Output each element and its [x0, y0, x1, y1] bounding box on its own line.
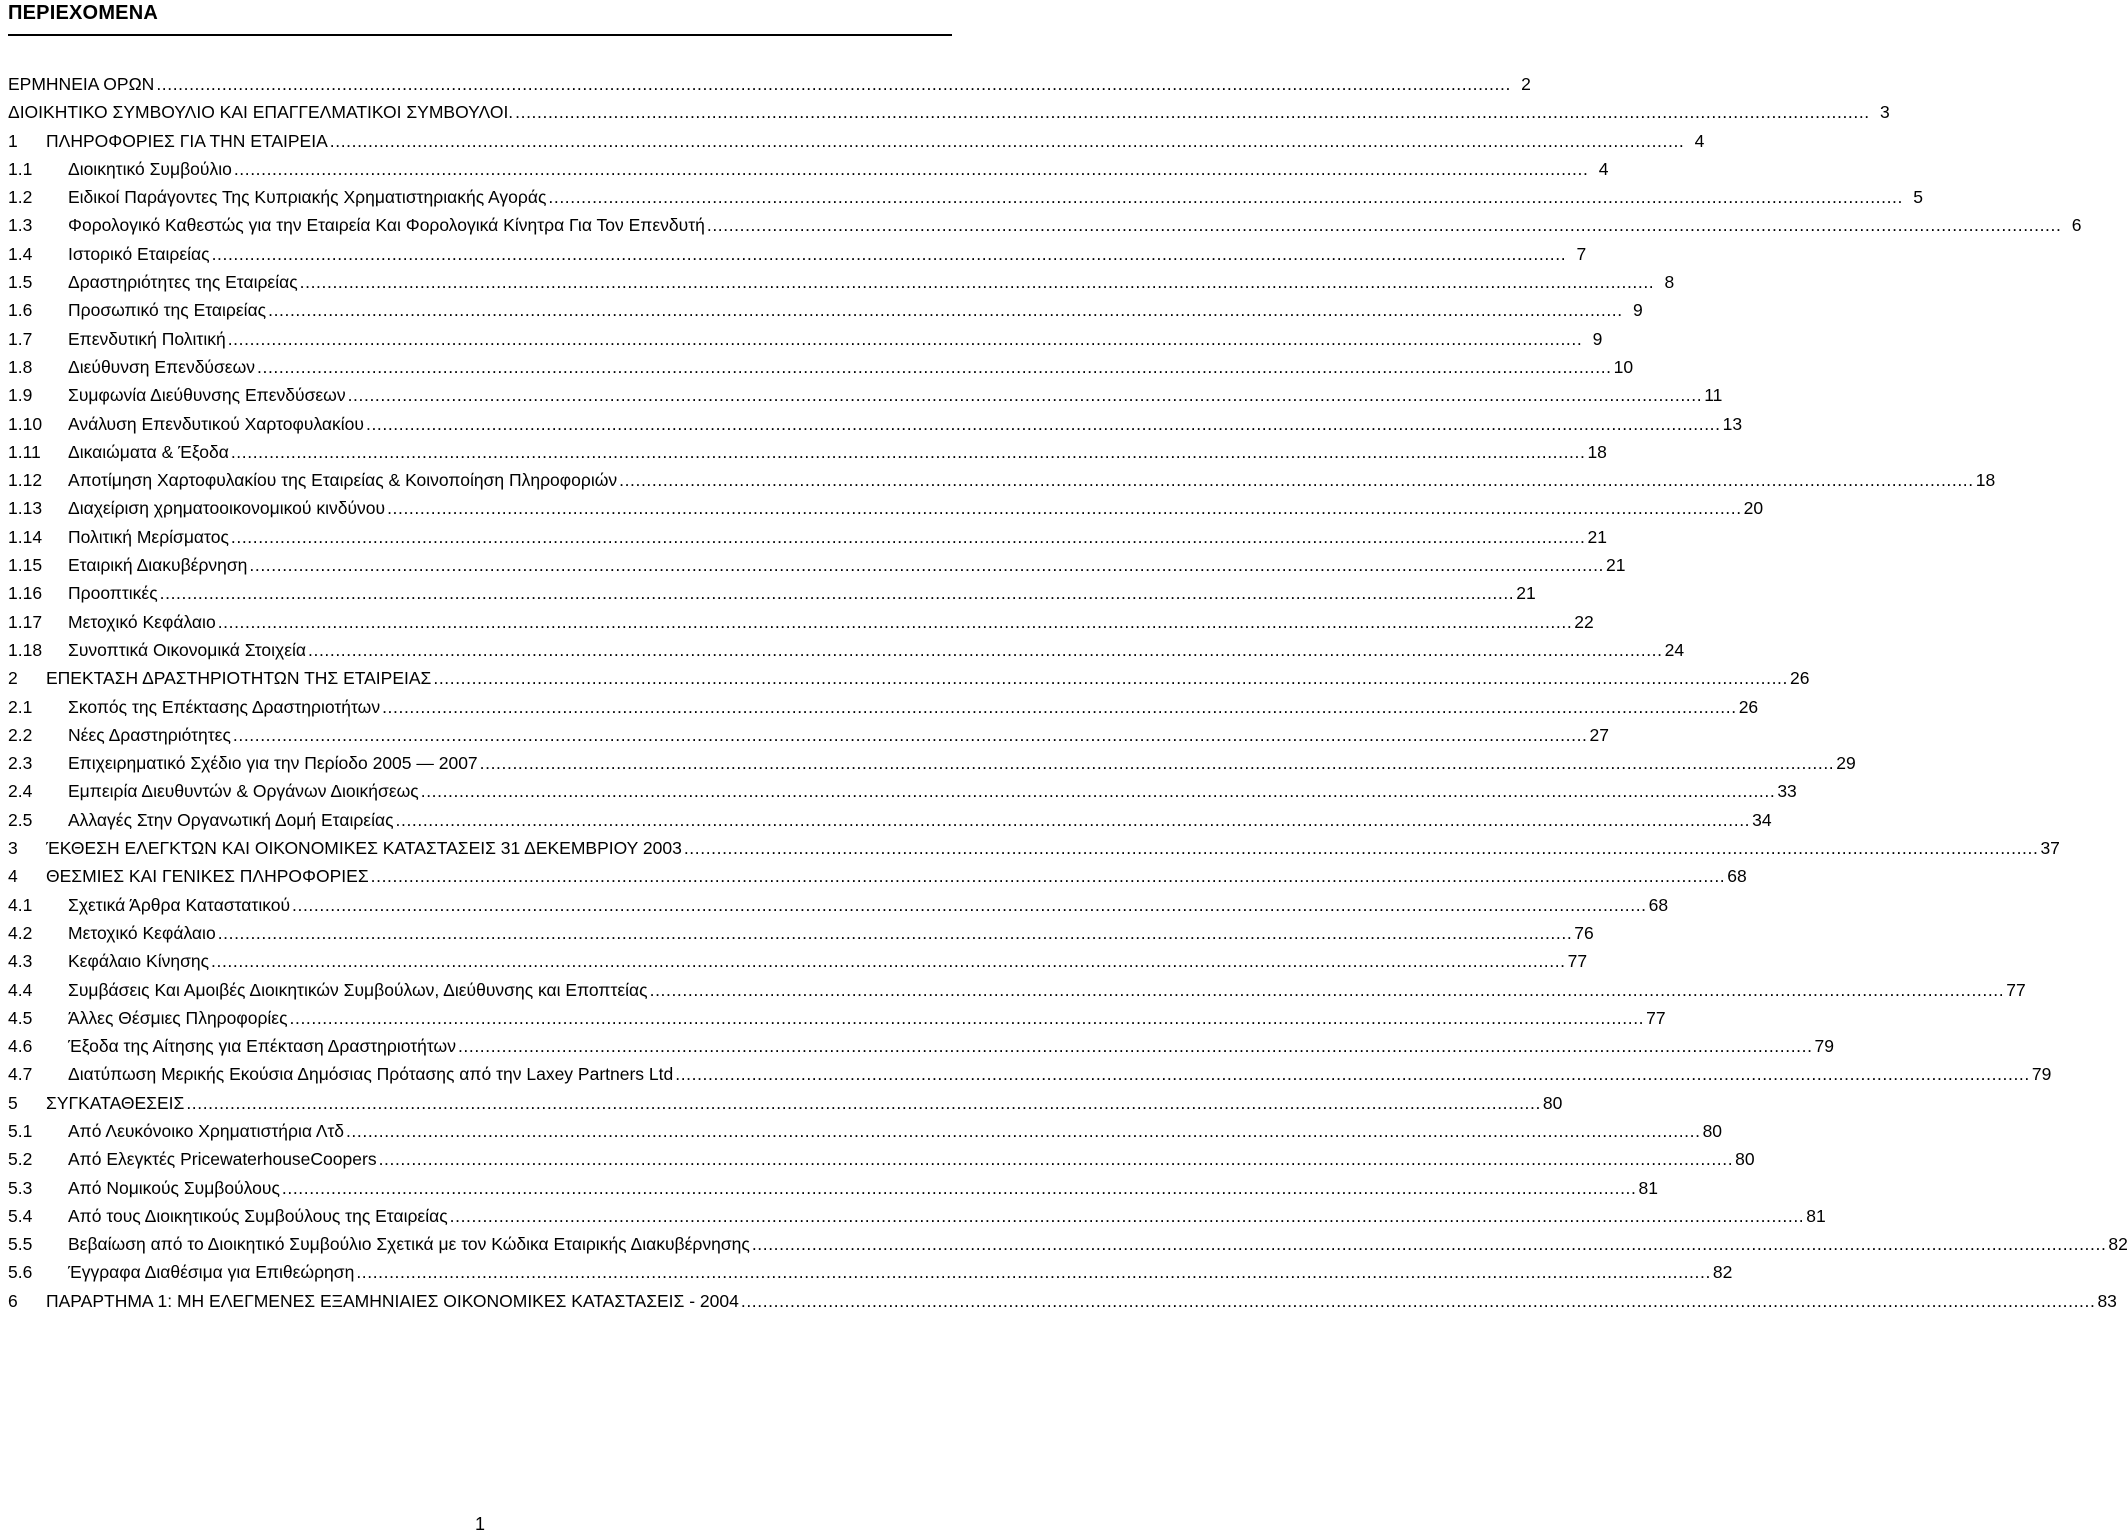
- toc-entry-number: 1.3: [8, 215, 33, 236]
- toc-entry-number: 4.6: [8, 1036, 33, 1057]
- toc-entry-page: 24: [1664, 639, 1685, 660]
- toc-entry-number: 1.16: [8, 583, 43, 604]
- toc-entry-title: Εταιρική Διακυβέρνηση: [68, 555, 248, 576]
- toc-entry-title: Νέες Δραστηριότητες: [68, 724, 231, 745]
- toc-entry-page: 4: [1694, 130, 1705, 151]
- toc-entry-number: 4.7: [8, 1064, 33, 1085]
- toc-entry-title: Από Λευκόνοικο Χρηματιστήρια Λτδ: [68, 1120, 344, 1141]
- toc-entry-page: 18: [1587, 441, 1607, 462]
- toc-entry[interactable]: [8, 158, 1609, 186]
- toc-entry-page: 26: [1738, 696, 1759, 717]
- toc-entry[interactable]: [8, 243, 1587, 271]
- title-underline: [8, 34, 952, 36]
- toc-entry-number: 5.3: [8, 1177, 33, 1198]
- toc-entry[interactable]: [8, 497, 1764, 525]
- toc-entry-page: 21: [1587, 526, 1607, 547]
- dot-leader: [458, 1035, 1813, 1057]
- toc-entry-title: Δραστηριότητες της Εταιρείας: [68, 272, 298, 293]
- toc-entry-number: 1.15: [8, 555, 43, 576]
- toc-entry-title: Από Νομικούς Συμβούλους: [68, 1177, 280, 1198]
- toc-entry[interactable]: [8, 1261, 1733, 1289]
- toc-entry[interactable]: [8, 130, 1705, 158]
- toc-entry-page: 82: [1712, 1262, 1733, 1283]
- toc-entry-number: 4: [8, 866, 18, 887]
- dot-leader: [433, 667, 1788, 689]
- dot-leader: [515, 101, 1870, 123]
- toc-entry-title: ΕΡΜΗΝΕΙΑ ΟΡΩΝ: [8, 74, 155, 94]
- toc-entry[interactable]: [8, 328, 1603, 356]
- dot-leader: [382, 696, 1737, 718]
- toc-entry-title: Εμπειρία Διευθυντών & Οργάνων Διοικήσεως: [68, 781, 419, 802]
- toc-entry-title: Μετοχικό Κεφάλαιο: [68, 922, 216, 943]
- dot-leader: [290, 1007, 1645, 1029]
- dot-leader: [752, 1233, 2107, 1255]
- toc-entry-page: 81: [1638, 1177, 1658, 1198]
- toc-entry-number: 5: [8, 1092, 18, 1113]
- toc-entry-page: 20: [1743, 498, 1764, 519]
- toc-entry-title: Έξοδα της Αίτησης για Επέκταση Δραστηριοτήτων: [68, 1036, 456, 1057]
- toc-entry-number: 5.5: [8, 1234, 33, 1255]
- dot-leader: [387, 497, 1742, 519]
- toc-entry-page: 6: [2071, 215, 2082, 236]
- toc-entry-number: 1.18: [8, 639, 43, 660]
- dot-leader: [268, 299, 1623, 321]
- toc-entry-number: 1.14: [8, 526, 43, 547]
- toc-entry-number: 1.17: [8, 611, 43, 632]
- toc-entry-title: ΕΠΕΚΤΑΣΗ ΔΡΑΣΤΗΡΙΟΤΗΤΩΝ ΤΗΣ ΕΤΑΙΡΕΙΑΣ: [46, 668, 432, 689]
- toc-entry-title: Συνοπτικά Οικονομικά Στοιχεία: [68, 639, 307, 660]
- toc-entry[interactable]: [8, 922, 1594, 950]
- dot-leader: [348, 384, 1703, 406]
- toc-entry-page: 21: [1516, 583, 1536, 604]
- toc-entry-number: 1.12: [8, 470, 43, 491]
- toc-entry-number: 1.4: [8, 243, 33, 264]
- toc-entry-number: 2.1: [8, 696, 33, 717]
- dot-leader: [356, 1261, 1711, 1283]
- toc-entry-title: ΘΕΣΜΙΕΣ ΚΑΙ ΓΕΝΙΚΕΣ ΠΛΗΡΟΦΟΡΙΕΣ: [46, 866, 369, 887]
- toc-entry[interactable]: [8, 441, 1607, 469]
- dot-leader: [366, 413, 1721, 435]
- toc-entry-number: 1.8: [8, 356, 33, 377]
- toc-entry-page: 68: [1727, 866, 1747, 887]
- toc-entry-title: ΈΚΘΕΣΗ ΕΛΕΓΚΤΩΝ ΚΑΙ ΟΙΚΟΝΟΜΙΚΕΣ ΚΑΤΑΣΤΑΣΕΙΣ 31 ΔΕΚΕΜΒΡΙΟΥ 2003: [46, 838, 682, 859]
- toc-entry-page: 82: [2108, 1234, 2128, 1255]
- toc-entry[interactable]: [8, 101, 1890, 129]
- toc-entry[interactable]: [8, 696, 1759, 724]
- toc-entry-number: 1.5: [8, 272, 33, 293]
- dot-leader: [650, 979, 2005, 1001]
- toc-entry-title: Από τους Διοικητικούς Συμβούλους της Εταιρείας: [68, 1205, 448, 1226]
- dot-leader: [234, 158, 1589, 180]
- toc-entry-title: Αποτίμηση Χαρτοφυλακίου της Εταιρείας & Κοινοποίηση Πληροφοριών: [68, 470, 618, 491]
- dot-leader: [233, 724, 1588, 746]
- dot-leader: [228, 328, 1583, 350]
- page-number: 1: [474, 1514, 485, 1534]
- dot-leader: [231, 526, 1586, 548]
- toc-entry-page: 21: [1606, 555, 1626, 576]
- toc-entry-page: 81: [1806, 1205, 1826, 1226]
- toc-entry-number: 2.2: [8, 724, 33, 745]
- toc-entry-title: Προοπτικές: [68, 583, 158, 604]
- toc-entry-title: Έγγραφα Διαθέσιμα για Επιθεώρηση: [68, 1262, 355, 1283]
- toc-entry-number: 1.1: [8, 158, 33, 179]
- toc-entry-number: 2.5: [8, 809, 33, 830]
- toc-entry-number: 1.9: [8, 385, 33, 406]
- dot-leader: [421, 780, 1776, 802]
- toc-entry-title: Δικαιώματα & Έξοδα: [68, 441, 229, 462]
- toc-entry-title: Κεφάλαιο Κίνησης: [68, 951, 210, 972]
- toc-entry[interactable]: [8, 413, 1743, 441]
- toc-entry-number: 1.7: [8, 328, 33, 349]
- toc-entry-number: 4.4: [8, 979, 33, 1000]
- toc-entry[interactable]: [8, 1233, 2128, 1261]
- toc-entry-page: 83: [2097, 1290, 2117, 1311]
- dot-leader: [619, 469, 1974, 491]
- toc-entry-number: 1: [8, 130, 18, 151]
- toc-entry[interactable]: [8, 979, 2026, 1007]
- toc-entry-title: ΠΑΡΑΡΤΗΜΑ 1: ΜΗ ΕΛΕΓΜΕΝΕΣ ΕΞΑΜΗΝΙΑΙΕΣ ΟΙΚΟΝΟΜΙΚΕΣ ΚΑΤΑΣΤΑΣΕΙΣ - 2004: [46, 1290, 739, 1311]
- dot-leader: [231, 441, 1586, 463]
- toc-entry-page: 3: [1880, 102, 1890, 123]
- toc-entry[interactable]: [8, 1063, 2052, 1091]
- toc-entry-title: Διατύπωση Μερικής Εκούσια Δημόσιας Πρότασης από την Laxey Partners Ltd: [68, 1064, 674, 1085]
- dot-leader: [548, 186, 1903, 208]
- toc-entry-title: Ανάλυση Επενδυτικού Χαρτοφυλακίου: [68, 413, 364, 434]
- toc-entry-number: 5.4: [8, 1205, 33, 1226]
- toc-entry-page: 77: [1646, 1007, 1666, 1028]
- table-of-contents: [8, 73, 2128, 1318]
- toc-entry-page: 2: [1521, 74, 1531, 94]
- toc-entry[interactable]: [8, 1092, 1563, 1120]
- dot-leader: [371, 865, 1726, 887]
- toc-entry[interactable]: [8, 639, 1685, 667]
- toc-entry-page: 29: [1836, 753, 1856, 774]
- toc-entry[interactable]: [8, 384, 1723, 412]
- toc-entry[interactable]: [8, 780, 1797, 808]
- toc-entry-page: 9: [1632, 300, 1643, 321]
- toc-entry-title: Βεβαίωση από το Διοικητικό Συμβούλιο Σχετικά με τον Κώδικα Εταιρικής Διακυβέρνησης: [68, 1234, 750, 1255]
- dot-leader: [282, 1177, 1637, 1199]
- toc-entry[interactable]: [8, 356, 1634, 384]
- toc-entry-page: 13: [1722, 413, 1743, 434]
- toc-entry-page: 27: [1589, 724, 1609, 745]
- toc-entry-title: Ειδικοί Παράγοντες Της Κυπριακής Χρηματιστηριακής Αγοράς: [68, 187, 547, 208]
- dot-leader: [218, 611, 1573, 633]
- toc-entry-page: 80: [1542, 1092, 1563, 1113]
- toc-entry-title: Πολιτική Μερίσματος: [68, 526, 229, 547]
- toc-entry-title: Σχετικά Άρθρα Καταστατικού: [68, 894, 291, 915]
- toc-entry-title: Συμβάσεις Και Αμοιβές Διοικητικών Συμβούλων, Διεύθυνσης και Εποπτείας: [68, 979, 648, 1000]
- toc-entry[interactable]: [8, 73, 1531, 101]
- toc-entry[interactable]: [8, 1205, 1826, 1233]
- toc-entry[interactable]: [8, 752, 1856, 780]
- toc-entry-number: 4.5: [8, 1007, 33, 1028]
- toc-entry[interactable]: [8, 1148, 1755, 1176]
- toc-entry[interactable]: [8, 469, 1996, 497]
- toc-entry-number: 5.6: [8, 1262, 33, 1283]
- toc-entry-title: Διοικητικό Συμβούλιο: [68, 158, 232, 179]
- toc-entry-page: 9: [1592, 328, 1603, 349]
- toc-entry-number: 4.2: [8, 922, 33, 943]
- dot-leader: [156, 73, 1511, 95]
- dot-leader: [218, 922, 1573, 944]
- toc-entry[interactable]: [8, 611, 1594, 639]
- toc-entry-title: Φορολογικό Καθεστώς για την Εταιρεία Και Φορολογικά Κίνητρα Για Τον Επενδυτή: [68, 215, 705, 236]
- toc-entry-title: Συμφωνία Διεύθυνσης Επενδύσεων: [68, 385, 346, 406]
- toc-entry[interactable]: [8, 894, 1669, 922]
- toc-entry-title: ΣΥΓΚΑΤΑΘΕΣΕΙΣ: [46, 1092, 185, 1113]
- toc-entry-page: 80: [1702, 1120, 1723, 1141]
- page-title: ΠΕΡΙΕΧΟΜΕΝΑ: [8, 2, 159, 24]
- toc-entry-page: 80: [1735, 1149, 1755, 1170]
- toc-entry[interactable]: [8, 526, 1607, 554]
- dot-leader: [249, 554, 1604, 576]
- toc-entry-number: 1.2: [8, 187, 33, 208]
- toc-entry-number: 2.4: [8, 781, 33, 802]
- toc-entry[interactable]: [8, 1177, 1658, 1205]
- toc-entry[interactable]: [8, 582, 1536, 610]
- dot-leader: [330, 130, 1685, 152]
- toc-entry-title: Επιχειρηματικό Σχέδιο για την Περίοδο 2005 — 2007: [68, 753, 478, 774]
- toc-entry-page: 5: [1913, 187, 1923, 208]
- dot-leader: [396, 809, 1751, 831]
- dot-leader: [186, 1092, 1541, 1114]
- dot-leader: [707, 214, 2062, 236]
- toc-entry[interactable]: [8, 837, 2060, 865]
- toc-entry[interactable]: [8, 950, 1588, 978]
- toc-entry-page: 10: [1613, 356, 1634, 377]
- dot-leader: [346, 1120, 1701, 1142]
- toc-entry-page: 34: [1752, 809, 1772, 830]
- toc-entry-page: 26: [1789, 668, 1810, 689]
- toc-entry-page: 76: [1574, 922, 1594, 943]
- toc-entry-number: 1.6: [8, 300, 33, 321]
- toc-entry-page: 37: [2040, 838, 2060, 859]
- toc-entry-page: 11: [1704, 385, 1723, 406]
- toc-entry-page: 68: [1648, 894, 1669, 915]
- toc-entry-title: Ιστορικό Εταιρείας: [68, 243, 210, 264]
- toc-entry-number: 1.10: [8, 413, 43, 434]
- toc-entry-number: 4.1: [8, 894, 33, 915]
- dot-leader: [480, 752, 1835, 774]
- toc-entry-title: Διαχείριση χρηματοοικονομικού κινδύνου: [68, 498, 386, 519]
- dot-leader: [741, 1290, 2096, 1312]
- toc-entry-number: 1.11: [8, 441, 41, 462]
- dot-leader: [292, 894, 1647, 916]
- toc-entry-title: ΠΛΗΡΟΦΟΡΙΕΣ ΓΙΑ ΤΗΝ ΕΤΑΙΡΕΙΑ: [46, 130, 328, 151]
- toc-entry[interactable]: [8, 809, 1772, 837]
- toc-entry-number: 6: [8, 1290, 18, 1311]
- dot-leader: [379, 1148, 1734, 1170]
- dot-leader: [257, 356, 1612, 378]
- dot-leader: [212, 243, 1567, 265]
- toc-entry-title: Άλλες Θέσμιες Πληροφορίες: [68, 1007, 288, 1028]
- toc-entry-page: 7: [1576, 243, 1587, 264]
- toc-entry[interactable]: [8, 667, 1810, 695]
- toc-entry[interactable]: [8, 554, 1626, 582]
- toc-entry[interactable]: [8, 1035, 1835, 1063]
- dot-leader: [300, 271, 1655, 293]
- dot-leader: [160, 582, 1515, 604]
- toc-entry-number: 2: [8, 668, 18, 689]
- dot-leader: [450, 1205, 1805, 1227]
- toc-entry-page: 8: [1664, 272, 1675, 293]
- toc-entry-page: 18: [1975, 470, 1996, 491]
- toc-entry-number: 3: [8, 838, 18, 859]
- toc-entry[interactable]: [8, 271, 1675, 299]
- toc-entry-title: ΔΙΟΙΚΗΤΙΚΟ ΣΥΜΒΟΥΛΙΟ ΚΑΙ ΕΠΑΓΓΕΛΜΑΤΙΚΟΙ ΣΥΜΒΟΥΛΟΙ.: [8, 102, 514, 123]
- toc-entry-title: Επενδυτική Πολιτική: [68, 328, 226, 349]
- dot-leader: [211, 950, 1566, 972]
- toc-entry-number: 4.3: [8, 951, 33, 972]
- toc-entry-title: Αλλαγές Στην Οργανωτική Δομή Εταιρείας: [68, 809, 394, 830]
- toc-entry-page: 22: [1574, 611, 1594, 632]
- toc-entry[interactable]: [8, 299, 1643, 327]
- dot-leader: [308, 639, 1663, 661]
- toc-entry-page: 4: [1598, 158, 1609, 179]
- toc-entry-title: Προσωπικό της Εταιρείας: [68, 300, 267, 321]
- toc-entry-page: 33: [1777, 781, 1797, 802]
- toc-entry-page: 79: [1814, 1036, 1835, 1057]
- toc-entry-page: 77: [2006, 979, 2026, 1000]
- toc-entry[interactable]: [8, 186, 1923, 214]
- toc-entry-page: 77: [1567, 951, 1588, 972]
- toc-entry-title: Από Ελεγκτές PricewaterhouseCoopers: [68, 1149, 377, 1170]
- toc-entry-page: 79: [2031, 1064, 2052, 1085]
- toc-entry[interactable]: [8, 865, 1747, 893]
- toc-entry[interactable]: [8, 214, 2082, 242]
- toc-entry-title: Διεύθυνση Επενδύσεων: [68, 356, 256, 377]
- toc-entry-title: Μετοχικό Κεφάλαιο: [68, 611, 216, 632]
- dot-leader: [675, 1063, 2030, 1085]
- toc-entry-number: 1.13: [8, 498, 43, 519]
- dot-leader: [684, 837, 2039, 859]
- toc-entry-number: 2.3: [8, 753, 33, 774]
- toc-entry[interactable]: [8, 1120, 1723, 1148]
- toc-entry-title: Σκοπός της Επέκτασης Δραστηριοτήτων: [68, 696, 381, 717]
- toc-entry[interactable]: [8, 1007, 1666, 1035]
- toc-entry[interactable]: [8, 724, 1609, 752]
- toc-entry[interactable]: [8, 1290, 2117, 1318]
- toc-entry-number: 5.1: [8, 1120, 33, 1141]
- toc-entry-number: 5.2: [8, 1149, 33, 1170]
